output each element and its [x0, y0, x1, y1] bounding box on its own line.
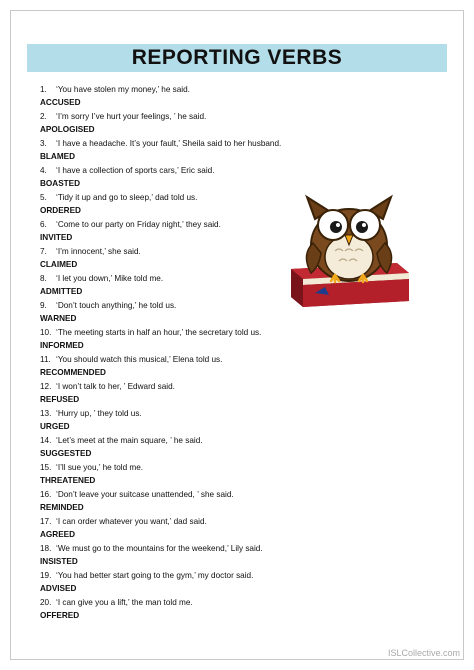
- sentence-line: [40, 569, 340, 582]
- reporting-verb: AGREED: [40, 530, 76, 539]
- item-number: 1.: [40, 85, 47, 94]
- item-number: 18.: [40, 544, 52, 553]
- sentence-text: ‘I’m sorry I’ve hurt your feelings, ’ he said.: [56, 112, 207, 121]
- sentence-text: ‘You should watch this musical,’ Elena told us.: [56, 355, 223, 364]
- sentence-text: ‘You have stolen my money,’ he said.: [56, 85, 190, 94]
- sentence-text: ‘I can give you a lift,’ the man told me.: [56, 598, 193, 607]
- item-number: 3.: [40, 139, 47, 148]
- item-number: 5.: [40, 193, 47, 202]
- sentence-text: ‘Tidy it up and go to sleep,’ dad told us.: [56, 193, 198, 202]
- page-title: REPORTING VERBS: [131, 46, 343, 69]
- sentence-text: ‘I can order whatever you want,’ dad said.: [56, 517, 207, 526]
- sentence-text: ‘You had better start going to the gym,’ my doctor said.: [56, 571, 254, 580]
- sentence-text: ‘I’m innocent,’ she said.: [56, 247, 141, 256]
- reporting-verb: ORDERED: [40, 206, 81, 215]
- sentence-line: [40, 110, 340, 123]
- reporting-verb: BLAMED: [40, 152, 76, 161]
- list-item: [40, 83, 340, 110]
- reporting-verb: CLAIMED: [40, 260, 78, 269]
- sentence-text: ‘The meeting starts in half an hour,’ the secretary told us.: [56, 328, 262, 337]
- item-number: 11.: [40, 355, 51, 364]
- list-item: [40, 596, 340, 623]
- list-item: [40, 461, 340, 488]
- reporting-verb: WARNED: [40, 314, 77, 323]
- sentence-text: ‘Let’s meet at the main square, ’ he said.: [56, 436, 203, 445]
- list-item: [40, 353, 340, 380]
- sentence-text: ‘Hurry up, ’ they told us.: [56, 409, 142, 418]
- sentence-line: [40, 83, 340, 96]
- item-number: 16.: [40, 490, 52, 499]
- sentence-line: [40, 137, 340, 150]
- item-number: 7.: [40, 247, 47, 256]
- list-item: [40, 407, 340, 434]
- list-item: [40, 326, 340, 353]
- sentence-text: ‘Don’t leave your suitcase unattended, ’ she said.: [56, 490, 234, 499]
- reporting-verb: SUGGESTED: [40, 449, 92, 458]
- sentence-line: [40, 515, 340, 528]
- list-item: [40, 380, 340, 407]
- sentence-line: [40, 434, 340, 447]
- exercise-list: [40, 83, 340, 623]
- reporting-verb: APOLOGISED: [40, 125, 95, 134]
- item-number: 8.: [40, 274, 47, 283]
- title-band: [27, 44, 447, 72]
- sentence-line: [40, 596, 340, 609]
- item-number: 20.: [40, 598, 52, 607]
- list-item: [40, 488, 340, 515]
- reporting-verb: INVITED: [40, 233, 73, 242]
- list-item: [40, 569, 340, 596]
- sentence-text: ‘I won’t talk to her, ’ Edward said.: [56, 382, 175, 391]
- sentence-text: ‘Come to our party on Friday night,’ they said.: [56, 220, 221, 229]
- sentence-text: ‘I have a headache. It’s your fault,’ Sheila said to her husband.: [56, 139, 282, 148]
- list-item: [40, 434, 340, 461]
- reporting-verb: URGED: [40, 422, 70, 431]
- list-item: [40, 542, 340, 569]
- reporting-verb: ADMITTED: [40, 287, 83, 296]
- watermark: ISLCollective.com: [387, 648, 460, 658]
- reporting-verb: ADVISED: [40, 584, 77, 593]
- sentence-line: [40, 164, 340, 177]
- sentence-line: [40, 542, 340, 555]
- sentence-line: [40, 461, 340, 474]
- reporting-verb: REMINDED: [40, 503, 84, 512]
- item-number: 4.: [40, 166, 47, 175]
- item-number: 17.: [40, 517, 52, 526]
- item-number: 12.: [40, 382, 52, 391]
- item-number: 9.: [40, 301, 47, 310]
- sentence-text: ‘I let you down,’ Mike told me.: [56, 274, 164, 283]
- sentence-line: [40, 407, 340, 420]
- sentence-text: ‘I’ll sue you,’ he told me.: [56, 463, 144, 472]
- reporting-verb: REFUSED: [40, 395, 80, 404]
- reporting-verb: INFORMED: [40, 341, 84, 350]
- list-item: [40, 110, 340, 137]
- item-number: 15.: [40, 463, 52, 472]
- list-item: [40, 137, 340, 164]
- reporting-verb: ACCUSED: [40, 98, 81, 107]
- item-number: 10.: [40, 328, 52, 337]
- sentence-line: [40, 353, 340, 366]
- sentence-text: ‘Don’t touch anything,’ he told us.: [56, 301, 177, 310]
- reporting-verb: INSISTED: [40, 557, 78, 566]
- item-number: 19.: [40, 571, 52, 580]
- item-number: 14.: [40, 436, 52, 445]
- reporting-verb: OFFERED: [40, 611, 80, 620]
- item-number: 6.: [40, 220, 47, 229]
- reporting-verb: BOASTED: [40, 179, 81, 188]
- sentence-line: [40, 326, 340, 339]
- item-number: 2.: [40, 112, 47, 121]
- reporting-verb: RECOMMENDED: [40, 368, 106, 377]
- list-item: [40, 515, 340, 542]
- reporting-verb: THREATENED: [40, 476, 96, 485]
- item-number: 13.: [40, 409, 52, 418]
- sentence-line: [40, 488, 340, 501]
- sentence-text: ‘I have a collection of sports cars,’ Eric said.: [56, 166, 215, 175]
- sentence-line: [40, 380, 340, 393]
- sentence-text: ‘We must go to the mountains for the weekend,’ Lily said.: [56, 544, 263, 553]
- owl-on-book-icon: [285, 183, 415, 313]
